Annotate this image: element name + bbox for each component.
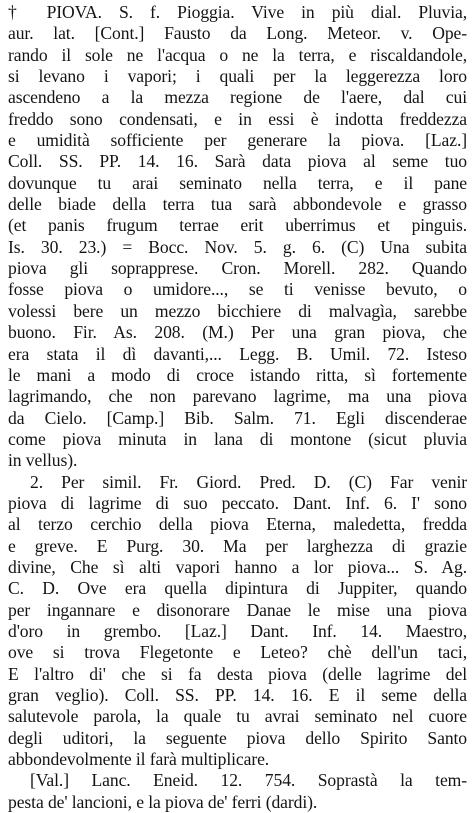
text-line: ascendeno a la mezza regione de l'aere, dal cui <box>8 87 467 108</box>
text-line: e greve. E Purg. 30. Ma per larghezza di grazie <box>8 535 467 556</box>
text-line: dovunque tu arai seminato nella terra, e il pane <box>8 172 467 193</box>
text-line: buono. Fir. As. 208. (M.) Per una gran piova, che <box>8 322 467 343</box>
text-line: al terzo cerchio della piova Eterna, maledetta, fredda <box>8 514 467 535</box>
text-line: ove si trova Flegetonte e Leteo? chè dell'un taci, <box>8 642 467 663</box>
text-line: si levano i vapori; i quali per la leggerezza loro <box>8 66 467 87</box>
text-line: fosse piova o umidore..., se ti venisse bevuto, o <box>8 279 467 300</box>
text-line: era stata il dì davanti,... Legg. B. Umil. 72. Isteso <box>8 343 467 364</box>
text-line: piova gli soprapprese. Cron. Morell. 282. Quando <box>8 258 467 279</box>
text-line: pesta de' lancioni, e la piova de' ferri (dardi). <box>8 791 318 812</box>
text-line: rando il sole ne l'acqua o ne la terra, e riscaldandole, <box>8 44 467 65</box>
text-line: degli uditori, la seguente piova dello Spirito Santo <box>8 727 467 748</box>
text-line: lagrimando, che non parevano lagrime, ma una piova <box>8 386 467 407</box>
text-line: abbondevolmente il farà multiplicare. <box>8 749 270 770</box>
text-line: aur. lat. [Cont.] Fausto da Long. Meteor. v. Ope- <box>8 23 467 44</box>
text-line: [Val.] Lanc. Eneid. 12. 754. Soprastà la tem- <box>30 770 467 791</box>
text-line: Is. 30. 23.) = Bocc. Nov. 5. g. 6. (C) Una subita <box>8 236 467 257</box>
text-line: 2. Per simil. Fr. Giord. Pred. D. (C) Far venir <box>30 471 467 492</box>
text-line: C. D. Ove era quella dipintura di Juppiter, quando <box>8 578 467 599</box>
text-line: per ingannare e disonorare Danae le mise una piova <box>8 599 467 620</box>
text-line: d'oro in grembo. [Laz.] Dant. Inf. 14. Maestro, <box>8 620 467 641</box>
text-line: piova di lagrime di suo peccato. Dant. Inf. 6. I' sono <box>8 492 467 513</box>
text-line: Coll. SS. PP. 14. 16. Sarà data piova al seme tuo <box>8 151 467 172</box>
text-line: delle biade della terra tua sarà abbondevole e grasso <box>8 194 467 215</box>
text-line: gran veglio). Coll. SS. PP. 14. 16. E il seme della <box>8 685 467 705</box>
text-line: † PIOVA. S. f. Pioggia. Vive in più dial. Pluvia, <box>8 2 467 22</box>
text-line: divine, Che sì alti vapori hanno a lor piova... S. Ag. <box>8 556 467 577</box>
text-line: come piova minuta in lana di montone (sicut pluvia <box>8 428 467 449</box>
text-line: freddo sono condensati, e in essi è indotta freddezza <box>8 108 467 129</box>
text-line: in vellus). <box>8 450 78 471</box>
text-line: E l'altro di' che si fa desta piova (delle lagrime del <box>8 663 467 684</box>
text-line: salutevole parola, la quale tu avrai seminato nel cuore <box>8 706 467 727</box>
text-line: e umidità sofficiente per generare la piova. [Laz.] <box>8 130 467 151</box>
text-line: (et panis frugum terrae erit uberrimus et pinguis. <box>8 215 467 236</box>
text-line: da Cielo. [Camp.] Bib. Salm. 71. Egli discenderae <box>8 407 467 428</box>
text-line: le mani a modo di croce istando ritta, sì fortemente <box>8 364 467 385</box>
text-line: volessi bere un mezzo bicchiere di malvagìa, sarebbe <box>8 300 467 321</box>
